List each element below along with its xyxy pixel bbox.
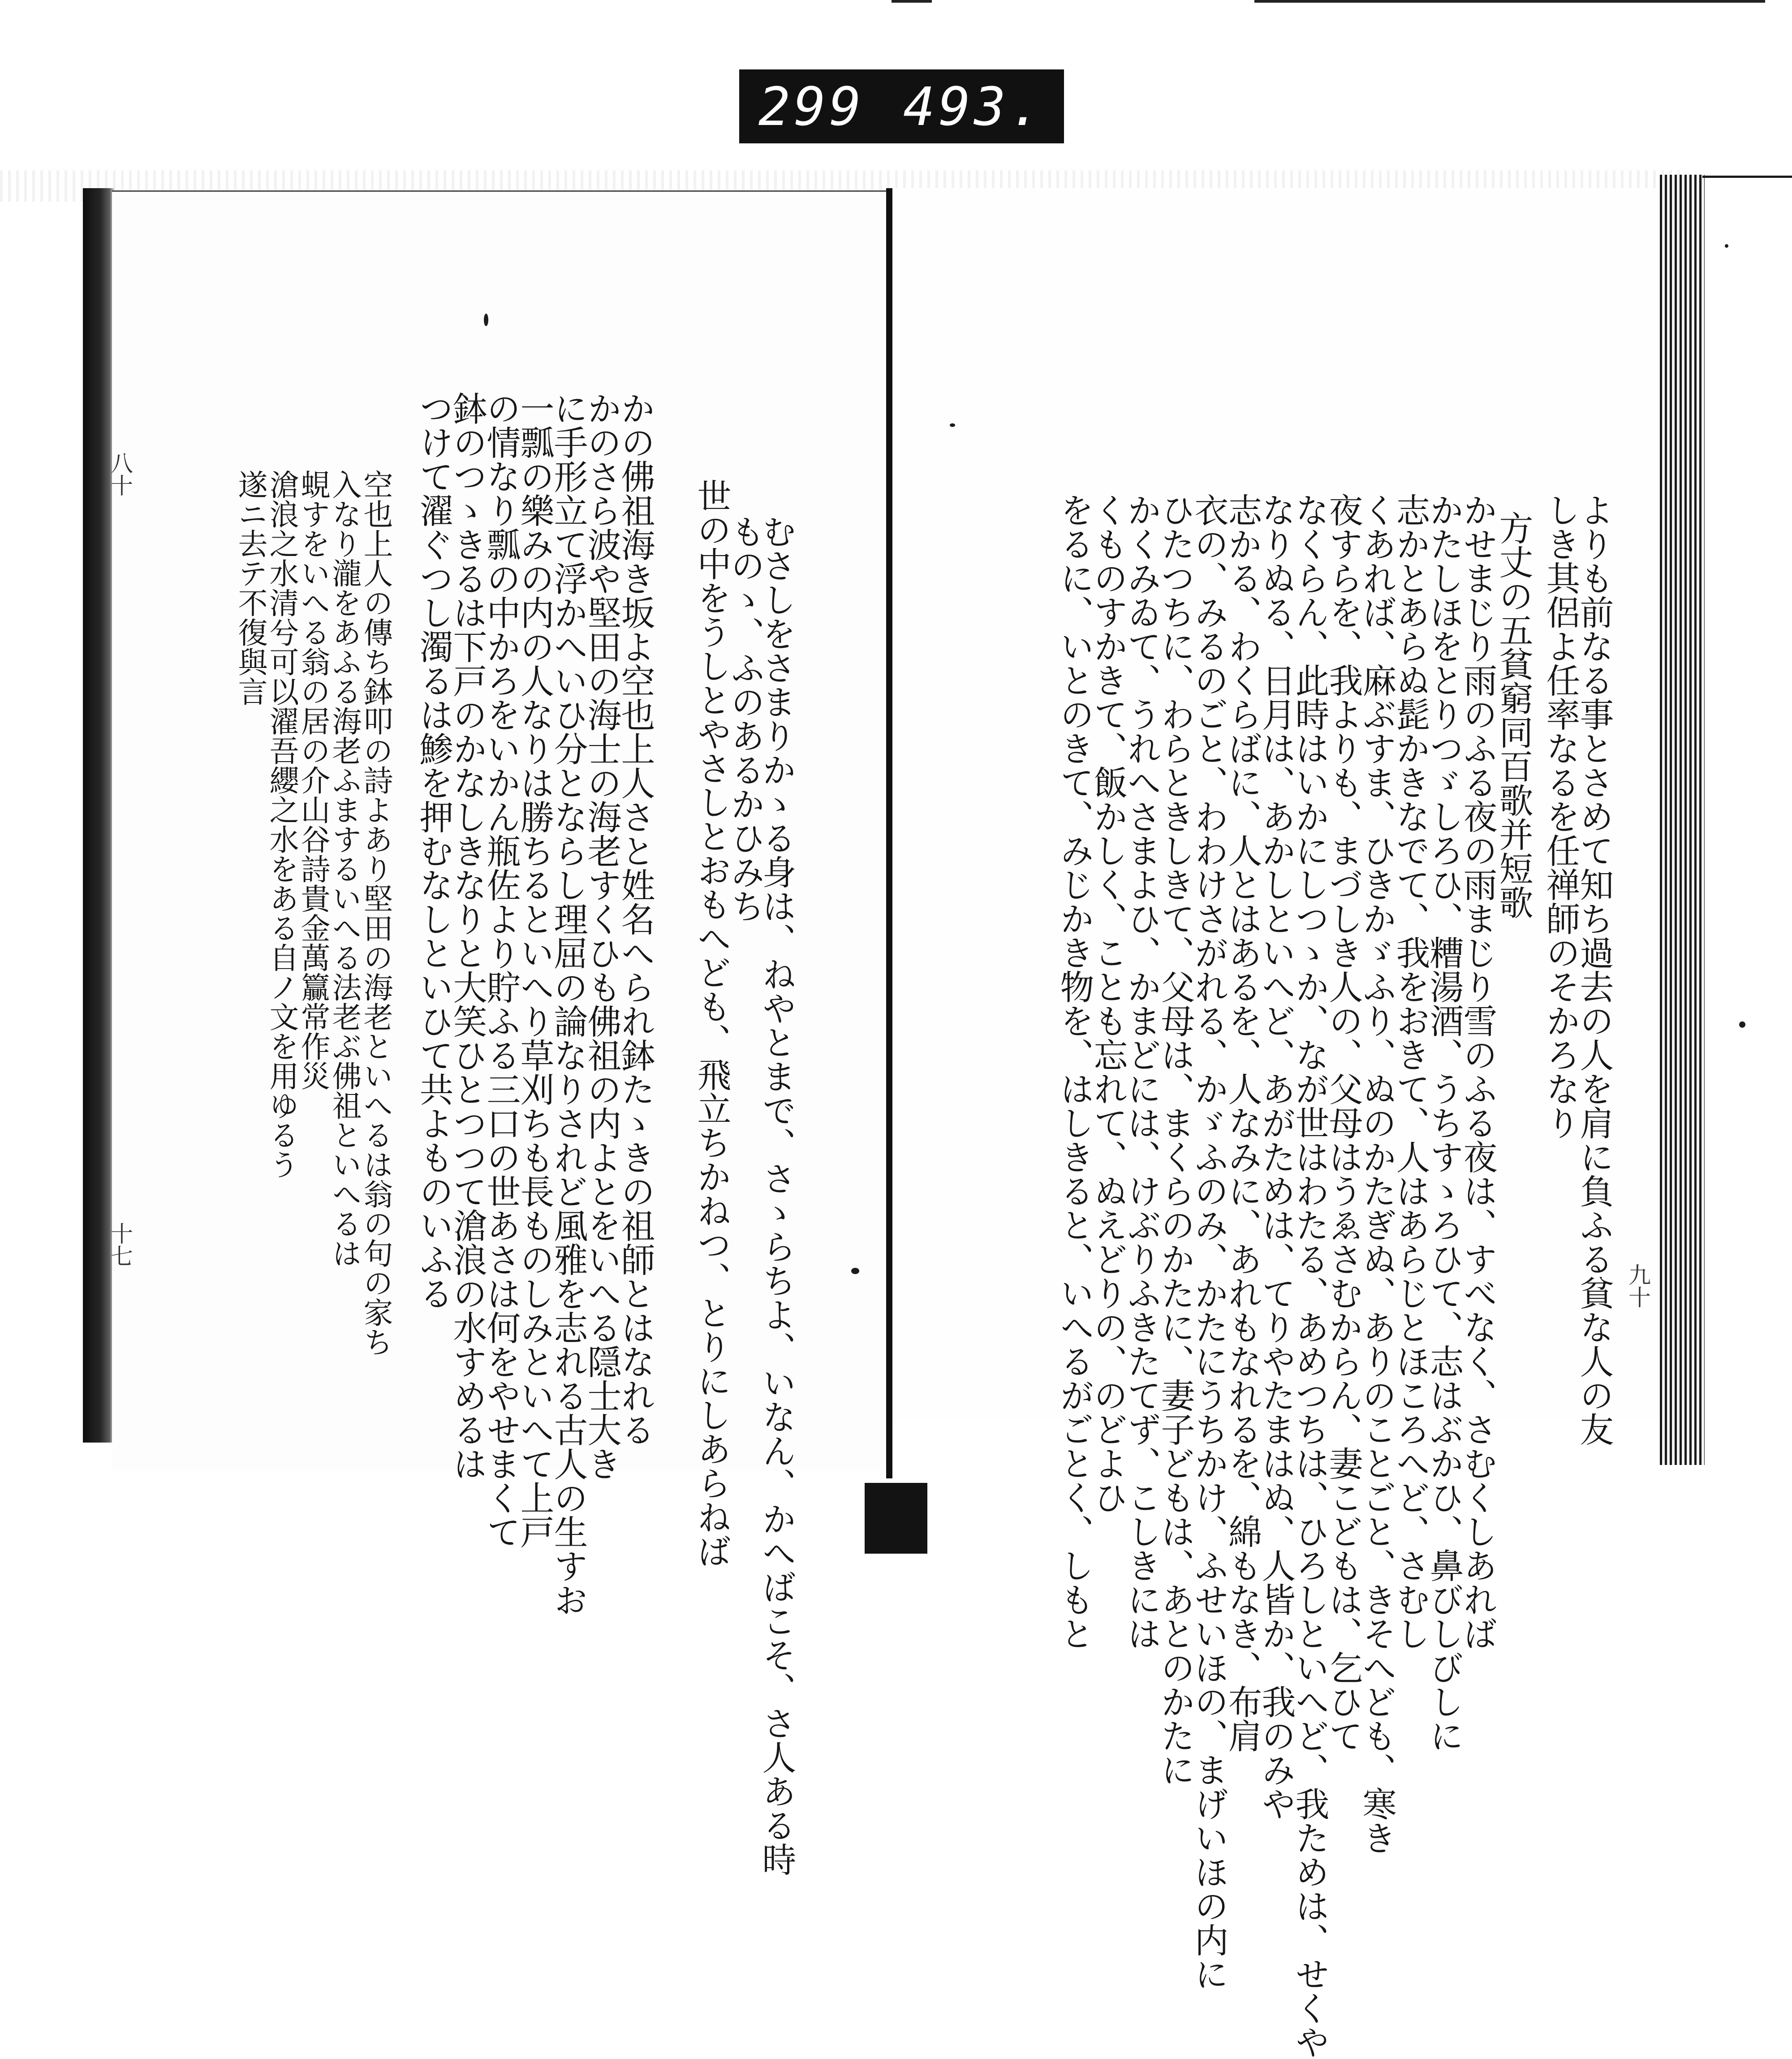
left-text-line: 滄浪之水清兮可以濯吾纓之水をある自ノ文を用ゆるう — [264, 470, 299, 1179]
left-text-line: かのさら波や堅田の海士の海老すくひも佛祖の内よとをいへる隠士大き — [582, 391, 622, 1481]
left-text-line: かの佛祖海き坂よ空也上人さと姓名へられ鉢たゝきの祖師とはなれる — [616, 391, 655, 1447]
ink-speck — [1739, 1021, 1745, 1028]
right-text-line: 志かとあらぬ髭かきなでて、我をおきて、人はあらじとほころへど、さむし — [1391, 493, 1430, 1650]
ink-speck — [950, 423, 955, 427]
left-text-line: に手形立て浮かへいひ分とならし理屈の論なりされど風雅を志れる古人の生すお — [548, 391, 588, 1617]
bottom-gutter-shadow — [865, 1483, 927, 1554]
right-text-line: しき其侶よ任率なるを任禅師のそかろなり — [1541, 493, 1581, 1140]
left-text-line: 蜆すをいへる翁の居の介山谷詩貴金萬籯常作災 — [296, 470, 330, 1090]
ink-speck — [851, 1268, 859, 1274]
right-text-line: 夜すらを、我よりも、まづしき人の、父母はうゑさむからん、妻こどもは、乞ひて — [1323, 493, 1363, 1753]
left-text-line: 空也上人の傳ち鉢叩の詩よあり堅田の海老といへるは翁の句の家ち — [358, 470, 393, 1357]
right-text-line: かたしほをとりつゞしろひ、糟湯酒、うちすゝろひて、志はぶかひ、鼻びしびしに — [1424, 493, 1464, 1753]
right-page-folio: 九十 — [1625, 1263, 1651, 1308]
right-text-line: 志かる、わくらばに、人とはあるを、人なみに、あれもなれるを、綿もなき、布肩 — [1223, 493, 1262, 1753]
right-text-line: くものすかきて、飯かしく、ことも忘れて、ぬえどりの、のどよひ — [1088, 493, 1128, 1514]
left-text-line: 鉢のつゝきるは下戸のかなしきなりと大笑ひとつつて滄浪の水すめるは — [448, 391, 487, 1481]
left-text-line: の情なり瓢の中かろをいかん瓶佐より貯ふる三口の世あさは何をやせまくて — [481, 391, 521, 1549]
right-text-line: よりも前なる事とさめて知ち過去の人を肩に負ふる貧な人の友 — [1574, 493, 1614, 1446]
ink-speck — [1725, 244, 1728, 248]
frame-counter-badge — [739, 69, 1064, 143]
right-edge-top-line — [1702, 176, 1792, 178]
left-text-line: 一瓢の樂みの内の人なりは勝ちるといへり草刈ちも長ものしみといへて上戸 — [515, 391, 555, 1549]
right-text-line: くあれば、麻ぶすま、ひきかゞふり、ぬのかたぎぬ、ありのことごと、きそへども、寒き — [1357, 493, 1397, 1855]
right-text-line: なりぬる、日月は、あかしといへど、あがためは、てりやたまはぬ、人皆か、我のみや — [1256, 493, 1296, 1821]
right-text-line: かせまじり雨のふる夜の雨まじり雪のふる夜は、すべなく、さむくしあれば — [1458, 493, 1498, 1650]
right-text-line: なくらん、此時はいかにしつゝか、なが世はわたる、あめつちは、ひろしといへど、我ためは、せくや — [1290, 493, 1330, 2059]
right-text-line: ひたつちに、わらときしきて、父母は、まくらのかたに、妻子どもは、あとのかたに — [1155, 493, 1195, 1787]
top-edge-line — [1254, 0, 1765, 3]
center-gutter — [886, 188, 892, 1478]
right-text-line: 方丈の五貧窮同百歌并短歌 — [1494, 511, 1534, 919]
counter-left: 299 — [758, 75, 865, 138]
right-text-line: かくみゐて、うれへさまよひ、かまどには、けぶりふきたてず、こしきには — [1122, 493, 1162, 1650]
right-page — [894, 188, 1660, 2059]
right-text-line: をるに、いとのきて、みじかき物を、はしきると、いへるがごとく、しもと — [1055, 493, 1094, 1650]
left-text-line: 世の中をうしとやさしとおもへども、飛立ちかねつ、とりにしあらねば — [692, 478, 732, 1568]
right-text-line: 衣の、みるのごと、わわけさがれる、かゞふのみ、かたにうちかけ、ふせいほの、まげいほの内に — [1189, 493, 1229, 1991]
right-page-stack-edge — [1660, 175, 1705, 1465]
left-page-folio-bottom: 十七 — [107, 1222, 133, 1267]
ink-speck — [484, 314, 488, 326]
left-text-line: つけて濯ぐつし濁るは鯵を押むなしといひて共よものいふる — [414, 391, 454, 1310]
top-edge-mark — [892, 0, 932, 3]
left-page-folio-top: 八十 — [107, 452, 133, 496]
left-page — [107, 190, 889, 1876]
left-text-line: ものゝ、ふのあるかひみち — [725, 514, 765, 923]
left-text-line: 遂ニ去テ不復與言 — [233, 470, 267, 706]
counter-right: 493. — [903, 75, 1045, 138]
left-text-line: 入なり瀧をあふる海老ふまするいへる法老ぶ佛祖といへるは — [327, 470, 362, 1268]
left-text-line: むさしをさまりかゝる身は、ねやとまで、さゝらちよ、いなん、かへばこそ、さ人ある時 — [757, 514, 797, 1876]
